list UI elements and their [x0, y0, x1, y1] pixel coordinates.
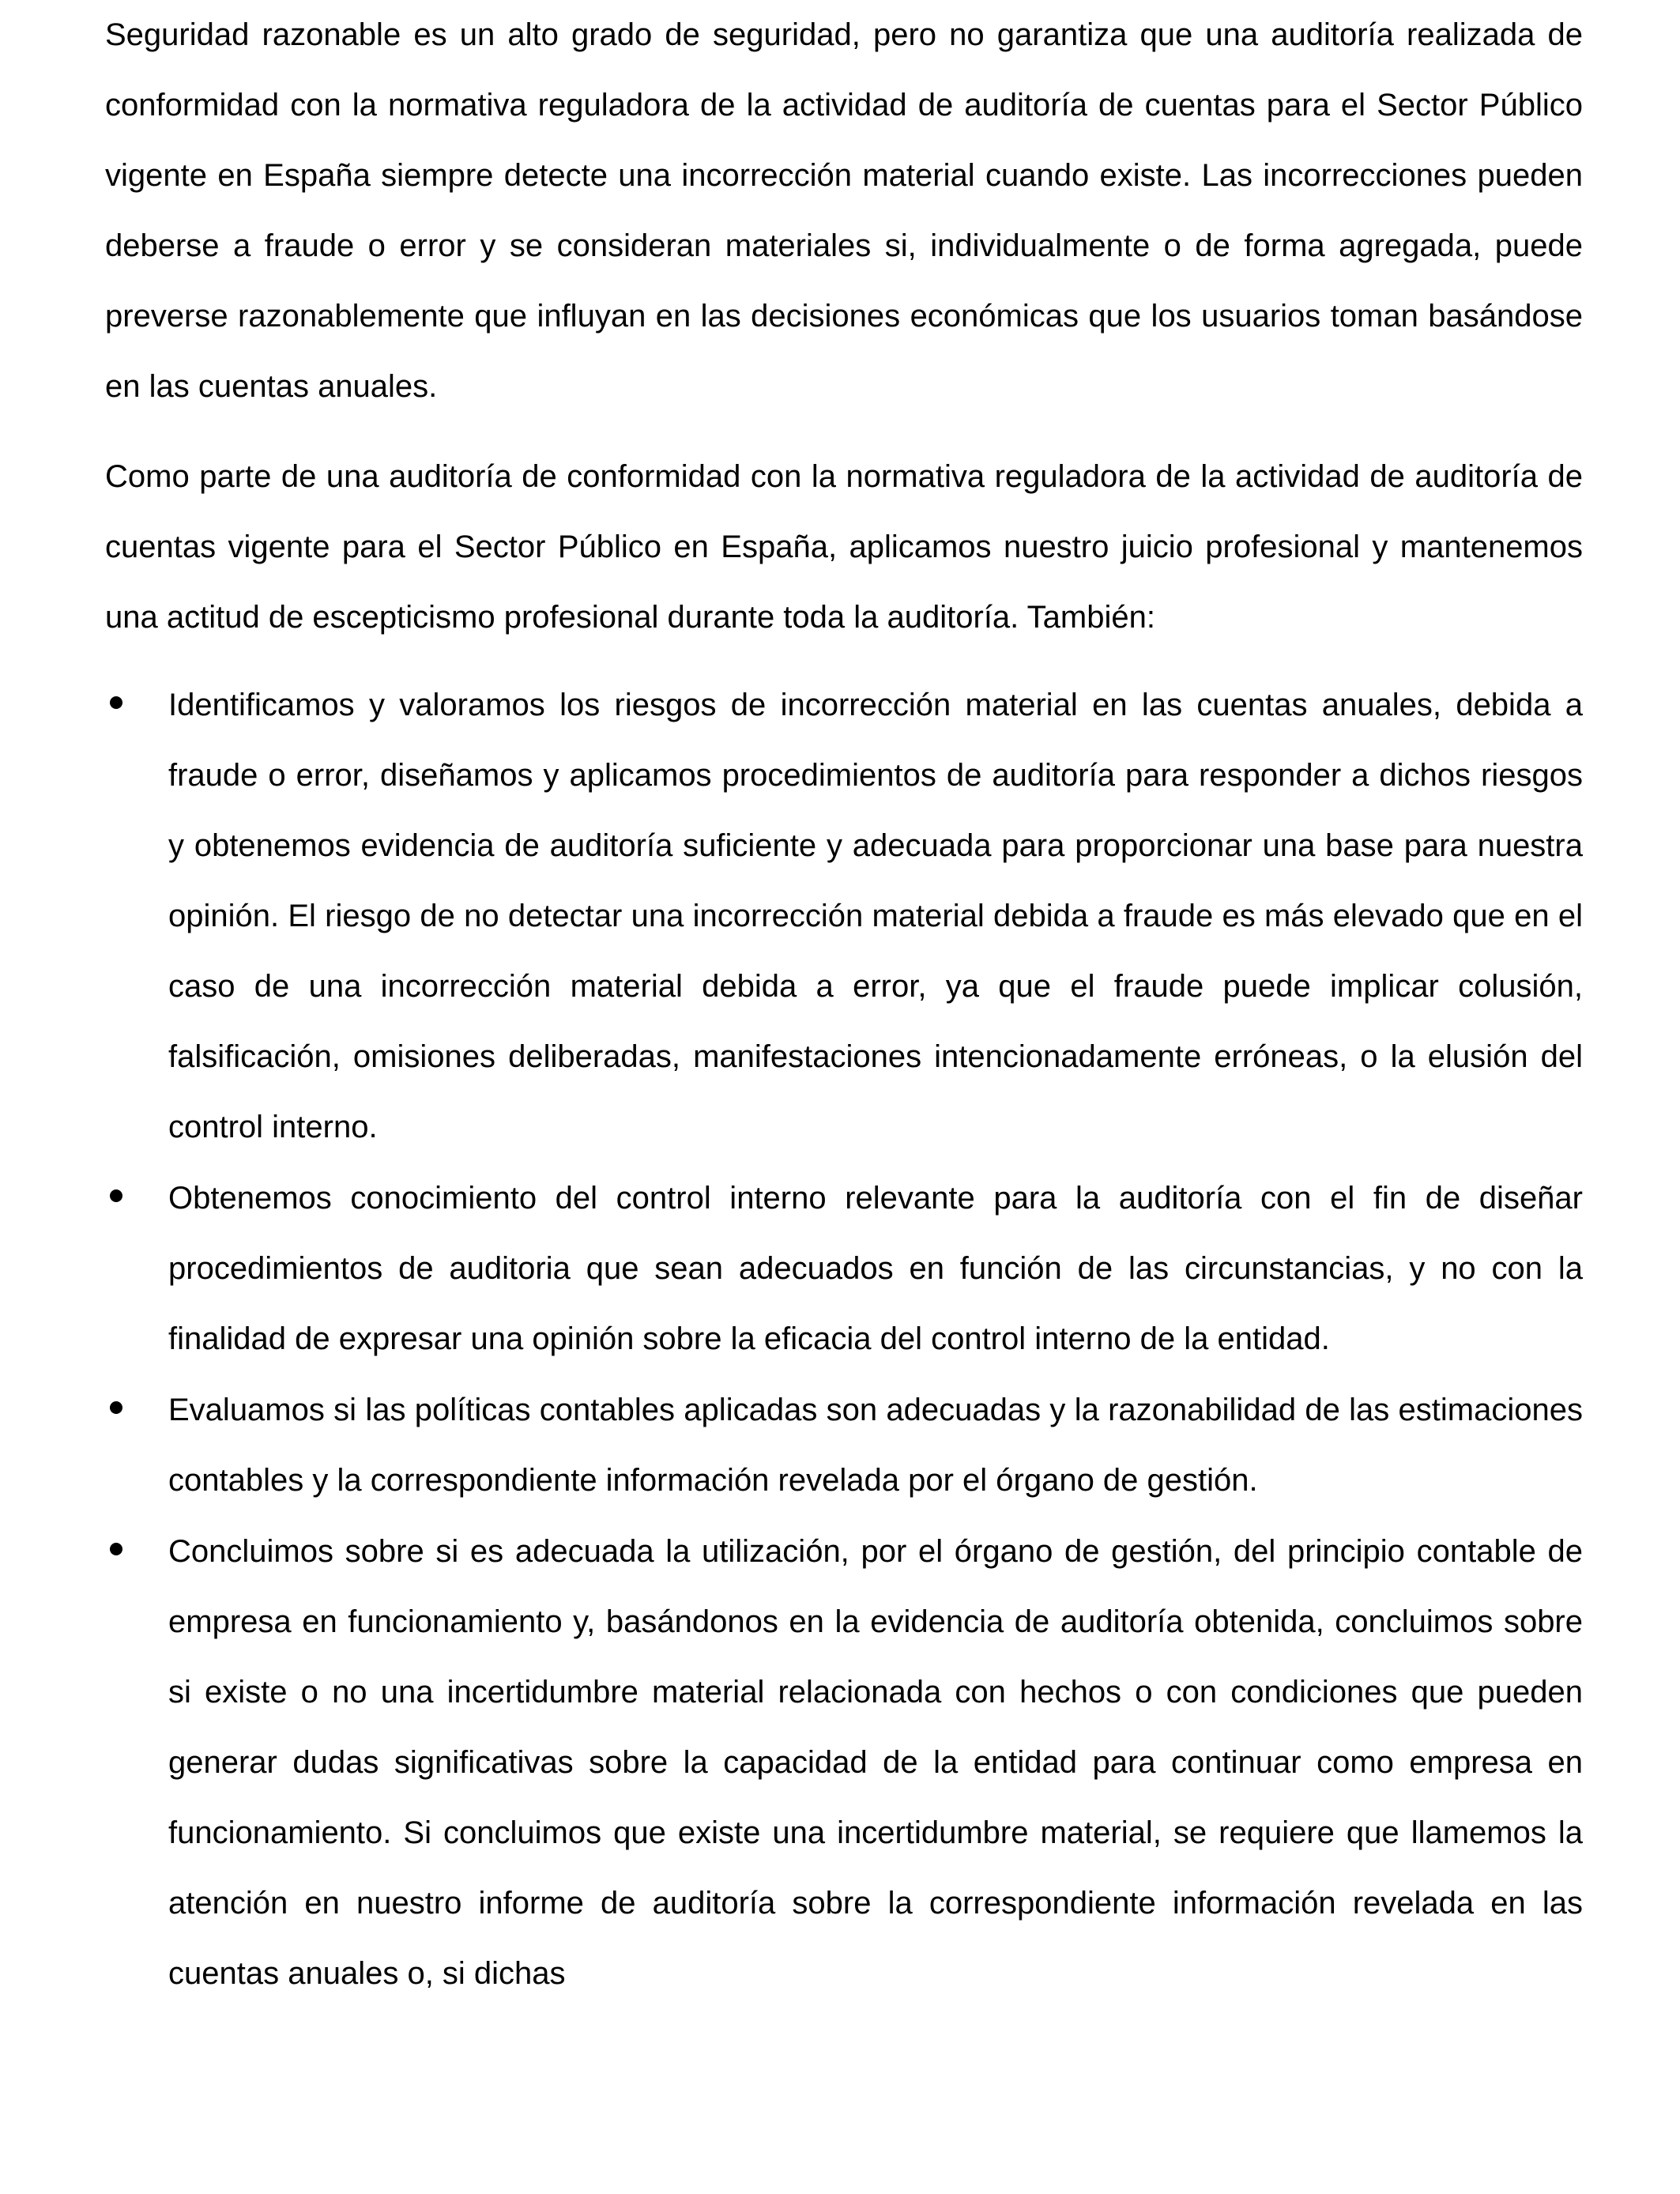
- list-item: [105, 1517, 1583, 2009]
- bullet-icon: [110, 696, 122, 709]
- paragraph-seguridad-razonable: Seguridad razonable es un alto grado de seguridad, pero no garantiza que una auditoría realizada de conformidad con la normativa reguladora de la actividad de auditoría de cuentas para el Sector Público vigente en España siempre detecte una incorrección material cuando existe. Las incorrecciones pueden deberse a fraude o error y se consideran materiales si, individualmente o de forma agregada, puede preverse razonablemente que influyan en las decisiones económicas que los usuarios toman basándose en las cuentas anuales.: [105, 17, 1583, 404]
- bullet-icon: [110, 1401, 122, 1414]
- list-item-text: Concluimos sobre si es adecuada la utilización, por el órgano de gestión, del principio contable de empresa en funcionamiento y, basándonos en la evidencia de auditoría obtenida, concluimos sobre si existe o no una incertidumbre material relacionada con hechos o con condiciones que pueden generar dudas significativas sobre la capacidad de la entidad para continuar como empresa en funcionamiento. Si concluimos que existe una incertidumbre material, se requiere que llamemos la atención en nuestro informe de auditoría sobre la correspondiente información revelada en las cuentas anuales o, si dichas: [168, 1534, 1583, 1991]
- list-item: [105, 1375, 1583, 1516]
- document-body: [105, 0, 1583, 2009]
- list-item: [105, 670, 1583, 1163]
- paragraph-como-parte: Como parte de una auditoría de conformidad con la normativa reguladora de la actividad de auditoría de cuentas vigente para el Sector Público en España, aplicamos nuestro juicio profesional y mantenemos una actitud de escepticismo profesional durante toda la auditoría. También:: [105, 459, 1583, 635]
- list-item-text: Evaluamos si las políticas contables aplicadas son adecuadas y la razonabilidad de las estimaciones contables y la correspondiente información revelada por el órgano de gestión.: [168, 1393, 1583, 1498]
- bullet-icon: [110, 1189, 122, 1202]
- bullet-icon: [110, 1543, 122, 1555]
- list-item-text: Obtenemos conocimiento del control interno relevante para la auditoría con el fin de diseñar procedimientos de auditoria que sean adecuados en función de las circunstancias, y no con la finalidad de expresar una opinión sobre la eficacia del control interno de la entidad.: [168, 1181, 1583, 1356]
- bullet-list: [105, 670, 1583, 2009]
- list-item-text: Identificamos y valoramos los riesgos de incorrección material en las cuentas anuales, debida a fraude o error, diseñamos y aplicamos procedimientos de auditoría para responder a dichos riesgos y obtenemos evidencia de auditoría suficiente y adecuada para proporcionar una base para nuestra opinión. El riesgo de no detectar una incorrección material debida a fraude es más elevado que en el caso de una incorrección material debida a error, ya que el fraude puede implicar colusión, falsificación, omisiones deliberadas, manifestaciones intencionadamente erróneas, o la elusión del control interno.: [168, 688, 1583, 1144]
- list-item: [105, 1163, 1583, 1374]
